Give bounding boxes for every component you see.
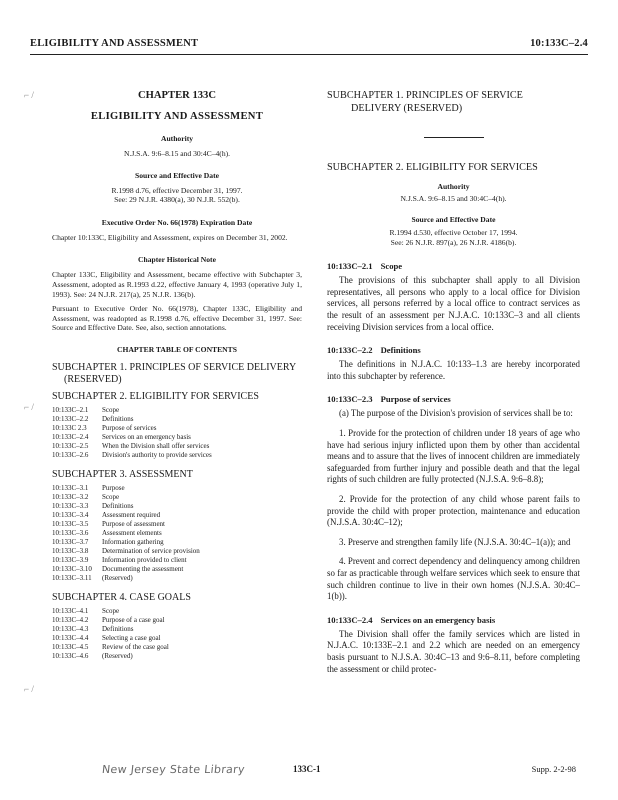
toc-subchapter-3: SUBCHAPTER 3. ASSESSMENT [52, 468, 193, 480]
toc-item [52, 493, 302, 502]
section-number: 10:133C–2.4 [327, 614, 373, 625]
toc-item [52, 529, 302, 538]
subchapter-2-heading: SUBCHAPTER 2. ELIGIBILITY FOR SERVICES [327, 162, 538, 173]
toc-item-title: Assessment elements [102, 528, 162, 537]
toc-item-number: 10:133C–2.2 [52, 414, 89, 423]
toc-item-number: 10:133C–3.11 [52, 573, 92, 582]
running-header [30, 38, 588, 52]
section-2-3-intro: (a) The purpose of the Division's provision of services shall be to: [339, 408, 573, 419]
section-number: 10:133C–2.1 [327, 261, 373, 272]
toc-subchapter-1-line-1: SUBCHAPTER 1. PRINCIPLES OF SERVICE DELIVERY [52, 361, 297, 373]
authority-heading: Authority [160, 134, 194, 143]
toc-item [52, 433, 302, 442]
section-title: Scope [380, 261, 403, 272]
left-column [52, 68, 302, 661]
subchapter-1-line-1: SUBCHAPTER 1. PRINCIPLES OF SERVICE [327, 90, 523, 101]
authority-heading: Authority [437, 181, 470, 191]
toc-item [52, 547, 302, 556]
toc-item [52, 406, 302, 415]
toc-item-number: 10:133C–3.9 [52, 555, 89, 564]
toc-item [52, 565, 302, 574]
toc-item-number: 10:133C–3.10 [52, 564, 92, 573]
history-paragraph-2: Pursuant to Executive Order No. 66(1978), Chapter 133C, Eligibility and Assessment, was readopted as R.1998 d.76, effective December 31, 1997. See: Source and Effective Date. See, also, section annotations. [52, 304, 302, 333]
section-2-3-heading [327, 394, 580, 405]
running-header-title: ELIGIBILITY AND ASSESSMENT [30, 38, 199, 49]
toc-item-title: Definitions [102, 414, 134, 423]
toc-item [52, 538, 302, 547]
section-2-3-item-1: 1. Provide for the protection of children under 18 years of age who have had serious injury inflicted upon them by other than accidental means and to assure that the lives of innocent children are immediately safeguarded from further injury and possible death and that the legal rights of such children are fully protected (N.J.S.A. 9:6–8.8); [327, 428, 580, 485]
toc-item [52, 556, 302, 565]
toc-item-title: Purpose of a case goal [102, 615, 165, 624]
toc-item-number: 10:133C–2.1 [52, 405, 89, 414]
toc-subchapter-1-line-2: (RESERVED) [64, 373, 122, 385]
section-number: 10:133C–2.2 [327, 345, 373, 356]
section-2-3-item-4: 4. Prevent and correct dependency and delinquency among children so far as practicable through welfare services which seek to ensure that such children continue to live in their own homes (N.J.S.A. 30:4C–1(b)). [327, 556, 580, 602]
toc-item-number: 10:133C–3.8 [52, 546, 89, 555]
authority-text: N.J.S.A. 9:6–8.15 and 30:4C–4(h). [400, 193, 507, 203]
toc-item-title: Purpose of assessment [102, 519, 165, 528]
section-2-4-heading [327, 615, 580, 626]
toc-item [52, 502, 302, 511]
toc-item [52, 643, 302, 652]
toc-item-number: 10:133C–4.6 [52, 651, 89, 660]
toc-item [52, 634, 302, 643]
toc-subchapter-4: SUBCHAPTER 4. CASE GOALS [52, 591, 191, 603]
toc-item-title: Information gathering [102, 537, 164, 546]
authority-text: N.J.S.A. 9:6–8.15 and 30:4C–4(h). [123, 149, 231, 158]
subchapter-1-heading [327, 90, 580, 115]
toc-subchapter-1 [52, 362, 302, 386]
running-header-section: 10:133C–2.4 [530, 38, 588, 49]
header-rule [30, 54, 588, 55]
margin-mark-icon: ⌐ / [24, 402, 34, 412]
toc-item-title: Review of the case goal [102, 642, 169, 651]
toc-item-title: When the Division shall offer services [102, 441, 210, 450]
toc-subchapter-2-list [52, 406, 302, 460]
section-2-3-item-2: 2. Provide for the protection of any child whose parent fails to provide the child with proper protection, maintenance and education (N.J.S.A. 30:4C–12); [327, 494, 580, 528]
toc-item [52, 424, 302, 433]
toc-item-title: Definitions [102, 501, 134, 510]
toc-item-title: Definitions [102, 624, 134, 633]
eo-text: Chapter 10:133C, Eligibility and Assessment, expires on December 31, 2002. [52, 232, 288, 242]
section-title: Purpose of services [380, 394, 451, 405]
page-footer [0, 763, 618, 779]
source-heading: Source and Effective Date [134, 170, 219, 180]
right-column [327, 68, 580, 675]
toc-item-title: Selecting a case goal [102, 633, 161, 642]
toc-item [52, 415, 302, 424]
toc-item [52, 607, 302, 616]
chapter-title: ELIGIBILITY AND ASSESSMENT [90, 111, 264, 122]
toc-item [52, 616, 302, 625]
toc-item-title: Purpose of services [102, 423, 157, 432]
toc-item [52, 511, 302, 520]
toc-item [52, 574, 302, 583]
source-heading: Source and Effective Date [411, 215, 496, 225]
toc-item-title: Documenting the assessment [102, 564, 184, 573]
source-line-2: See: 29 N.J.R. 4380(a), 30 N.J.R. 552(b). [114, 195, 240, 205]
section-2-2-text: The definitions in N.J.A.C. 10:133–1.3 are hereby incorporated into this subchapter by reference. [327, 359, 580, 381]
library-stamp: New Jersey State Library [101, 763, 246, 776]
page-number: 133C-1 [293, 764, 321, 774]
toc-item-title: Determination of service provision [102, 546, 200, 555]
toc-item-number: 10:133C–2.6 [52, 450, 89, 459]
margin-mark-icon: ⌐ / [24, 90, 34, 100]
section-2-3-item-3: 3. Preserve and strengthen family life (N.J.S.A. 30:4C–1(a)); and [339, 536, 571, 547]
toc-item-number: 10:133C–4.3 [52, 624, 89, 633]
toc-item-title: (Reserved) [102, 651, 133, 660]
toc-item-number: 10:133C–4.1 [52, 606, 89, 615]
supplement-date: Supp. 2-2-98 [531, 764, 576, 774]
history-paragraph-1: Chapter 133C, Eligibility and Assessment, became effective with Subchapter 3, Assessment, adopted as R.1993 d.22, effective January 4, 1993 (operative July 1, 1993). See: 24 N.J.R. 217(a), 25 N.J.R. 136(b). [52, 270, 302, 299]
toc-item-title: Scope [102, 492, 120, 501]
toc-subchapter-2: SUBCHAPTER 2. ELIGIBILITY FOR SERVICES [52, 390, 259, 402]
section-number: 10:133C–2.3 [327, 394, 373, 405]
toc-item-number: 10:133C–3.5 [52, 519, 89, 528]
toc-item [52, 442, 302, 451]
toc-item-title: Information provided to client [102, 555, 187, 564]
toc-item [52, 652, 302, 661]
toc-item-number: 10:133C–3.6 [52, 528, 89, 537]
section-2-4-text: The Division shall offer the family services which are listed in N.J.A.C. 10:133E–2.1 and 2.2 which are needed on an emergency basis pursuant to N.J.S.A. 30:4C–13 and 9:6–8.11, before completing the assessment or child protec- [327, 628, 580, 674]
section-2-1-text: The provisions of this subchapter shall apply to all Division representatives, all persons who apply to a local office for Division services, all persons referred by a local office to contract services as the result of an assessment per N.J.A.C. 10:133C–3 and all clients receiving Division services from a local office. [327, 275, 580, 332]
toc-item-title: Scope [102, 606, 120, 615]
toc-item [52, 451, 302, 460]
chapter-number: CHAPTER 133C [138, 90, 216, 101]
source-line-2: See: 26 N.J.R. 897(a), 26 N.J.R. 4186(b). [390, 237, 517, 247]
section-2-2-heading [327, 345, 580, 356]
source-line-1: R.1998 d.76, effective December 31, 1997. [111, 185, 243, 195]
toc-item-title: Services on an emergency basis [102, 432, 191, 441]
section-2-1-heading [327, 261, 580, 272]
toc-heading: CHAPTER TABLE OF CONTENTS [117, 344, 237, 354]
section-divider [424, 137, 484, 138]
source-line-1: R.1994 d.530, effective October 17, 1994. [389, 228, 518, 238]
toc-subchapter-4-list [52, 607, 302, 661]
toc-item-number: 10:133C–3.3 [52, 501, 89, 510]
toc-item-number: 10:133C–2.4 [52, 432, 89, 441]
section-title: Definitions [380, 345, 421, 356]
section-title: Services on an emergency basis [380, 614, 496, 625]
toc-item-title: Scope [102, 405, 120, 414]
toc-item [52, 520, 302, 529]
toc-item-number: 10:133C–4.4 [52, 633, 89, 642]
toc-item-number: 10:133C–3.1 [52, 483, 89, 492]
toc-item-number: 10:133C–4.2 [52, 615, 89, 624]
toc-item-title: Division's authority to provide services [102, 450, 212, 459]
toc-item-title: Assessment required [102, 510, 161, 519]
toc-item-number: 10:133C–2.5 [52, 441, 89, 450]
history-heading: Chapter Historical Note [138, 255, 216, 265]
toc-item-number: 10:133C–4.5 [52, 642, 89, 651]
margin-mark-icon: ⌐ / [24, 684, 34, 694]
subchapter-1-line-2: DELIVERY (RESERVED) [351, 102, 463, 114]
toc-item-title: (Reserved) [102, 573, 133, 582]
toc-item-number: 10:133C–3.7 [52, 537, 89, 546]
eo-heading: Executive Order No. 66(1978) Expiration Date [101, 217, 253, 227]
toc-subchapter-3-list [52, 484, 302, 583]
toc-item-number: 10:133C–3.4 [52, 510, 89, 519]
toc-item [52, 484, 302, 493]
toc-item [52, 625, 302, 634]
toc-item-number: 10:133C 2.3 [52, 423, 87, 432]
toc-item-number: 10:133C–3.2 [52, 492, 89, 501]
toc-item-title: Purpose [102, 483, 125, 492]
